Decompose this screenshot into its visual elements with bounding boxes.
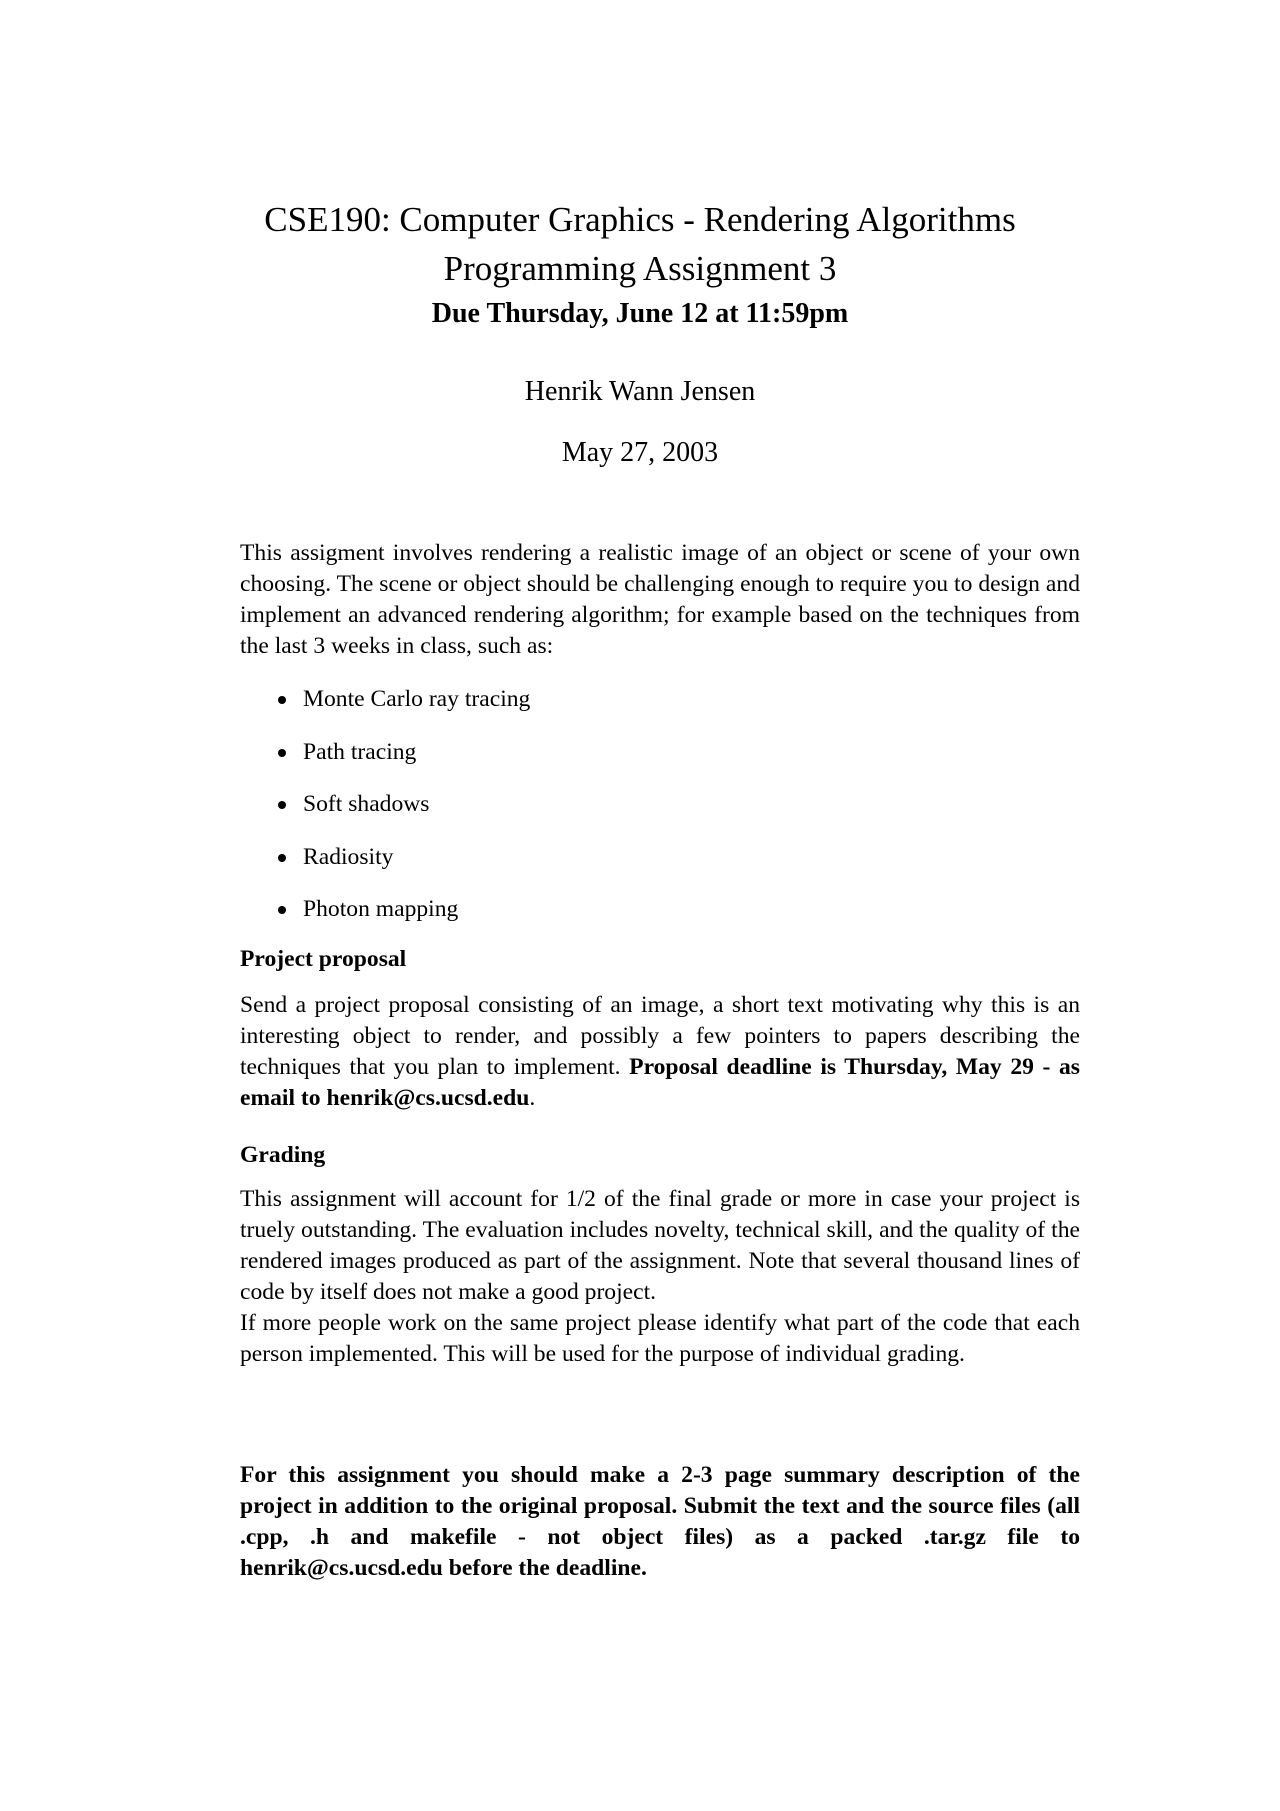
technique-label: Radiosity [303,843,394,870]
grading-heading: Grading [240,1142,326,1168]
list-item [240,684,1080,737]
intro-paragraph: This assigment involves rendering a realistic image of an object or scene of your own choosing. The scene or object should be challenging enough to require you to design and implement an advanced rendering algorithm; for example based on the techniques from the last 3 weeks in class, such as: [240,540,1080,659]
list-item [240,894,1080,947]
publication-date: May 27, 2003 [561,437,719,468]
list-item [240,789,1080,842]
assignment-title: Programming Assignment 3 [443,249,837,288]
submission-instructions: For this assignment you should make a 2-3 page summary description of the project in addition to the original proposal. Submit the text and the source files (all .cpp, .h and makefile - not object files) as a packed .tar.gz file to henrik@cs.ucsd.edu before the deadline. [240,1462,1080,1581]
bullet-icon [278,696,286,704]
technique-label: Soft shadows [303,791,430,817]
due-date: Due Thursday, June 12 at 11:59pm [431,298,849,329]
bullet-icon [278,801,286,809]
author-name: Henrik Wann Jensen [524,376,756,407]
proposal-paragraph [240,990,1080,1114]
bullet-icon [278,906,286,914]
grading-section [240,1184,1080,1370]
proposal-end: . [529,1085,536,1111]
list-item [240,737,1080,790]
proposal-heading: Project proposal [240,946,407,972]
proposal-text: Send a project proposal consisting of an image, a short text motivating why this is an interesting object to render, and possibly a few pointers to papers describing the techniques that you plan to implement. [240,992,1080,1080]
technique-label: Path tracing [303,738,417,765]
grading-paragraph-1: This assignment will account for 1/2 of the final grade or more in case your project is truely outstanding. The evaluation includes novelty, technical skill, and the quality of the rendered images produced as part of the assignment. Note that several thousand lines of code by itself does not make a good project. [240,1186,1080,1305]
grading-paragraph-2: If more people work on the same project please identify what part of the code that each person implemented. This will be used for the purpose of individual grading. [240,1310,1080,1367]
list-item [240,842,1080,895]
course-title: CSE190: Computer Graphics - Rendering Algorithms [264,200,1016,239]
bullet-icon [278,854,286,862]
techniques-list [240,684,1080,947]
technique-label: Photon mapping [303,896,459,922]
technique-label: Monte Carlo ray tracing [303,686,531,712]
bullet-icon [278,749,286,757]
proposal-deadline: Proposal deadline is Thursday, May 29 - as email to henrik@cs.ucsd.edu [240,1054,1080,1111]
